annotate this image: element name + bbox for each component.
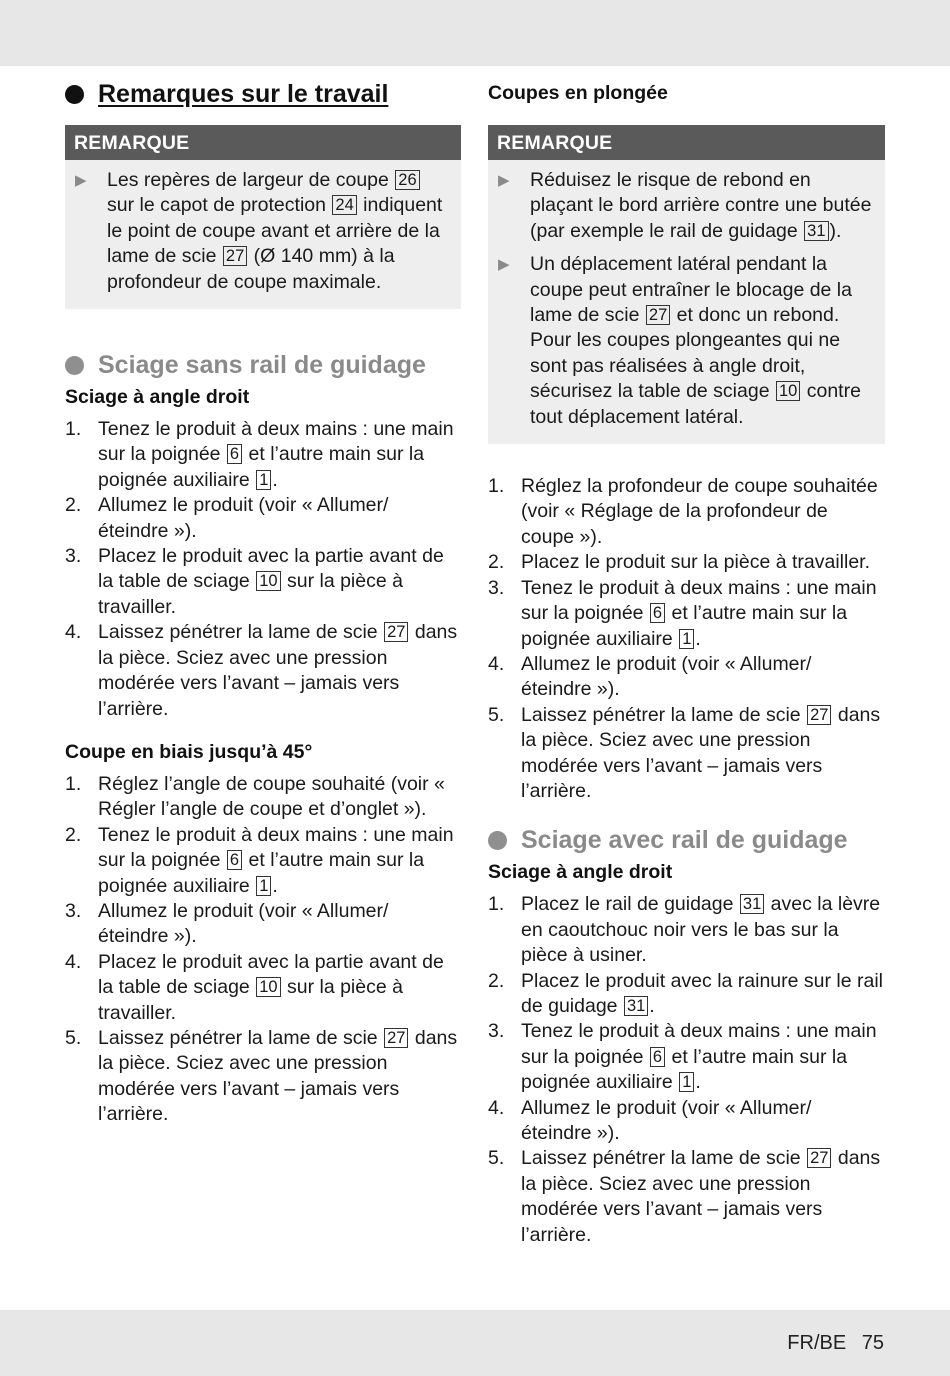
step-item bbox=[488, 703, 885, 805]
part-reference: 1 bbox=[679, 629, 694, 649]
text-segment: Tenez le produit à deux mains : une main sur la poignée bbox=[98, 418, 454, 466]
step-text bbox=[521, 1096, 885, 1147]
step-text bbox=[521, 652, 885, 703]
step-number: 2. bbox=[65, 494, 82, 517]
text-segment: avec la lèvre en caoutchouc noir vers le bas sur la pièce à usiner. bbox=[521, 893, 881, 967]
step-number: 1. bbox=[488, 893, 505, 916]
text-segment: dans la pièce. Sciez avec une pression modérée vers l’avant – jamais vers l’arrière. bbox=[98, 621, 458, 720]
note-bullet bbox=[498, 252, 877, 430]
text-segment: Allumez le produit (voir « Allumer/ éteindre »). bbox=[521, 652, 812, 701]
step-text bbox=[521, 1146, 885, 1248]
text-segment: sur la pièce à travailler. bbox=[98, 570, 403, 618]
part-reference: 10 bbox=[776, 381, 800, 401]
note-text bbox=[530, 168, 877, 244]
text-segment: Tenez le produit à deux mains : une main sur la poignée bbox=[521, 1020, 877, 1068]
text-segment: sur la pièce à travailler. bbox=[98, 976, 403, 1024]
note-box bbox=[488, 125, 885, 444]
text-segment: Placez le produit avec la partie avant de la table de sciage bbox=[98, 545, 444, 593]
note-box bbox=[65, 125, 461, 309]
note-text bbox=[530, 252, 877, 430]
part-reference: 10 bbox=[256, 571, 280, 591]
part-reference: 27 bbox=[223, 246, 247, 266]
text-segment: ). bbox=[829, 219, 842, 242]
part-reference: 6 bbox=[227, 444, 242, 464]
step-item bbox=[65, 493, 461, 544]
text-segment: Laissez pénétrer la lame de scie bbox=[98, 621, 384, 644]
part-reference: 31 bbox=[804, 221, 828, 241]
step-number: 4. bbox=[488, 1096, 505, 1119]
part-reference: 1 bbox=[256, 876, 271, 896]
step-item bbox=[488, 474, 885, 550]
bullet-dot-icon bbox=[65, 356, 84, 375]
step-text bbox=[98, 950, 461, 1026]
step-item bbox=[488, 969, 885, 1020]
text-segment: Allumez le produit (voir « Allumer/ éteindre »). bbox=[98, 899, 389, 948]
step-text bbox=[98, 620, 461, 722]
part-reference: 10 bbox=[256, 977, 280, 997]
step-number: 5. bbox=[65, 1026, 82, 1049]
step-item bbox=[65, 620, 461, 722]
note-header: REMARQUE bbox=[65, 125, 461, 160]
text-segment: Tenez le produit à deux mains : une main sur la poignée bbox=[98, 823, 454, 872]
text-segment: Laissez pénétrer la lame de scie bbox=[521, 703, 807, 726]
triangle-right-icon: ▶ bbox=[498, 256, 510, 274]
part-reference: 1 bbox=[256, 470, 271, 490]
triangle-right-icon: ▶ bbox=[75, 172, 87, 189]
part-reference: 6 bbox=[650, 603, 665, 623]
step-number: 3. bbox=[65, 899, 82, 922]
text-segment: . bbox=[695, 1071, 701, 1094]
step-item bbox=[488, 892, 885, 968]
step-item bbox=[65, 823, 461, 899]
step-text bbox=[521, 474, 885, 550]
text-segment: contre tout déplacement latéral. bbox=[530, 380, 861, 428]
step-item bbox=[65, 772, 461, 823]
step-number: 1. bbox=[65, 772, 82, 795]
note-bullet bbox=[498, 168, 877, 244]
text-segment: . bbox=[272, 468, 278, 491]
part-reference: 27 bbox=[384, 1028, 408, 1048]
text-segment: . bbox=[272, 874, 278, 897]
text-segment: Placez le produit sur la pièce à travailler. bbox=[521, 551, 871, 574]
text-segment: dans la pièce. Sciez avec une pression modérée vers l’avant – jamais vers l’arrière. bbox=[521, 703, 881, 802]
step-number: 1. bbox=[65, 418, 82, 441]
subheading: Sciage à angle droit bbox=[488, 861, 673, 884]
text-segment: Allumez le produit (voir « Allumer/ éteindre »). bbox=[521, 1096, 812, 1144]
triangle-right-icon: ▶ bbox=[498, 172, 510, 189]
step-number: 5. bbox=[488, 1147, 505, 1170]
text-segment: Laissez pénétrer la lame de scie bbox=[521, 1147, 807, 1170]
text-segment: Placez le produit avec la rainure sur le rail de guidage bbox=[521, 969, 884, 1017]
step-item bbox=[65, 950, 461, 1026]
text-segment: Tenez le produit à deux mains : une main sur la poignée bbox=[521, 576, 877, 625]
text-segment: Placez le rail de guidage bbox=[521, 893, 739, 916]
step-item bbox=[488, 1096, 885, 1147]
text-segment: (Ø 140 mm) à la profondeur de coupe maximale. bbox=[107, 245, 395, 293]
text-segment: et donc un rebond. Pour les coupes plongeantes qui ne sont pas réalisées à angle droit, sécurisez la table de sciage bbox=[530, 304, 841, 403]
step-item bbox=[65, 417, 461, 493]
subheading: Coupe en biais jusqu’à 45° bbox=[65, 740, 313, 763]
step-item bbox=[488, 1146, 885, 1248]
step-text bbox=[98, 544, 461, 620]
step-text bbox=[521, 576, 885, 652]
text-segment: et l’autre main sur la poignée auxiliaire bbox=[521, 1045, 848, 1094]
text-segment: indiquent le point de coupe avant et arrière de la lame de scie bbox=[107, 194, 443, 268]
bullet-dot-icon bbox=[65, 85, 84, 104]
subheading: Coupes en plongée bbox=[488, 82, 668, 104]
part-reference: 31 bbox=[624, 996, 648, 1016]
part-reference: 27 bbox=[807, 705, 831, 725]
part-reference: 27 bbox=[646, 305, 670, 325]
part-reference: 6 bbox=[227, 850, 242, 870]
step-text bbox=[98, 823, 461, 899]
step-number: 3. bbox=[65, 545, 82, 568]
section-heading: Sciage sans rail de guidage bbox=[65, 351, 461, 380]
text-segment: Réglez l’angle de coupe souhaité (voir « Régler l’angle de coupe et d’onglet »). bbox=[98, 772, 445, 821]
text-segment: Allumez le produit (voir « Allumer/ éteindre »). bbox=[98, 494, 389, 542]
step-text bbox=[98, 1026, 461, 1128]
text-segment: et l’autre main sur la poignée auxiliaire bbox=[98, 849, 425, 897]
step-item bbox=[488, 1019, 885, 1095]
text-segment: Placez le produit avec la partie avant de la table de sciage bbox=[98, 950, 444, 999]
text-segment: . bbox=[695, 627, 701, 650]
text-segment: dans la pièce. Sciez avec une pression modérée vers l’avant – jamais vers l’arrière. bbox=[98, 1026, 458, 1126]
text-segment: Laissez pénétrer la lame de scie bbox=[98, 1026, 384, 1049]
part-reference: 24 bbox=[332, 195, 356, 215]
text-segment: et l’autre main sur la poignée auxiliaire bbox=[521, 602, 848, 650]
text-segment: . bbox=[649, 994, 655, 1017]
step-item bbox=[488, 550, 885, 575]
step-text bbox=[521, 892, 885, 968]
step-item bbox=[65, 544, 461, 620]
step-number: 2. bbox=[65, 823, 82, 846]
step-number: 4. bbox=[65, 621, 82, 644]
step-text bbox=[521, 703, 885, 805]
step-text bbox=[98, 772, 461, 823]
left-column bbox=[65, 76, 461, 1128]
step-number: 2. bbox=[488, 551, 505, 574]
page-number: 75 bbox=[861, 1332, 884, 1354]
bullet-dot-icon bbox=[488, 831, 507, 850]
main-heading: Remarques sur le travail bbox=[65, 80, 461, 109]
note-bullet bbox=[75, 168, 453, 295]
part-reference: 1 bbox=[679, 1072, 694, 1092]
note-text bbox=[107, 168, 453, 295]
part-reference: 27 bbox=[807, 1148, 831, 1168]
step-number: 4. bbox=[488, 652, 505, 675]
text-segment: dans la pièce. Sciez avec une pression modérée vers l’avant – jamais vers l’arrière. bbox=[521, 1147, 881, 1246]
part-reference: 31 bbox=[740, 894, 764, 914]
right-column bbox=[488, 76, 885, 1248]
step-text bbox=[521, 969, 885, 1020]
step-item bbox=[65, 1026, 461, 1128]
step-item bbox=[488, 652, 885, 703]
text-segment: sur le capot de protection bbox=[107, 194, 332, 217]
step-number: 4. bbox=[65, 950, 82, 973]
text-segment: Les repères de largeur de coupe bbox=[107, 169, 395, 191]
step-text bbox=[521, 1019, 885, 1095]
subheading: Sciage à angle droit bbox=[65, 386, 250, 409]
page-top-band bbox=[0, 0, 950, 66]
step-text bbox=[521, 550, 885, 575]
page-footer bbox=[787, 1332, 884, 1355]
step-number: 3. bbox=[488, 1020, 505, 1043]
step-text bbox=[98, 493, 461, 544]
part-reference: 6 bbox=[650, 1047, 665, 1067]
step-number: 5. bbox=[488, 703, 505, 726]
part-reference: 26 bbox=[395, 170, 419, 190]
footer-language: FR/BE bbox=[787, 1332, 847, 1354]
text-segment: Réduisez le risque de rebond en plaçant le bord arrière contre une butée (par exemple le rail de guidage bbox=[530, 169, 872, 242]
part-reference: 27 bbox=[384, 622, 408, 642]
text-segment: Un déplacement latéral pendant la coupe peut entraîner le blocage de la lame de scie bbox=[530, 253, 852, 327]
text-segment: et l’autre main sur la poignée auxiliaire bbox=[98, 443, 425, 491]
step-number: 3. bbox=[488, 576, 505, 599]
note-header: REMARQUE bbox=[488, 125, 885, 160]
step-number: 1. bbox=[488, 475, 505, 498]
step-number: 2. bbox=[488, 969, 505, 992]
step-text bbox=[98, 899, 461, 950]
section-heading: Sciage avec rail de guidage bbox=[488, 826, 885, 855]
text-segment: Réglez la profondeur de coupe souhaitée (voir « Réglage de la profondeur de coupe »). bbox=[521, 475, 878, 548]
step-item bbox=[65, 899, 461, 950]
step-item bbox=[488, 576, 885, 652]
step-text bbox=[98, 417, 461, 493]
